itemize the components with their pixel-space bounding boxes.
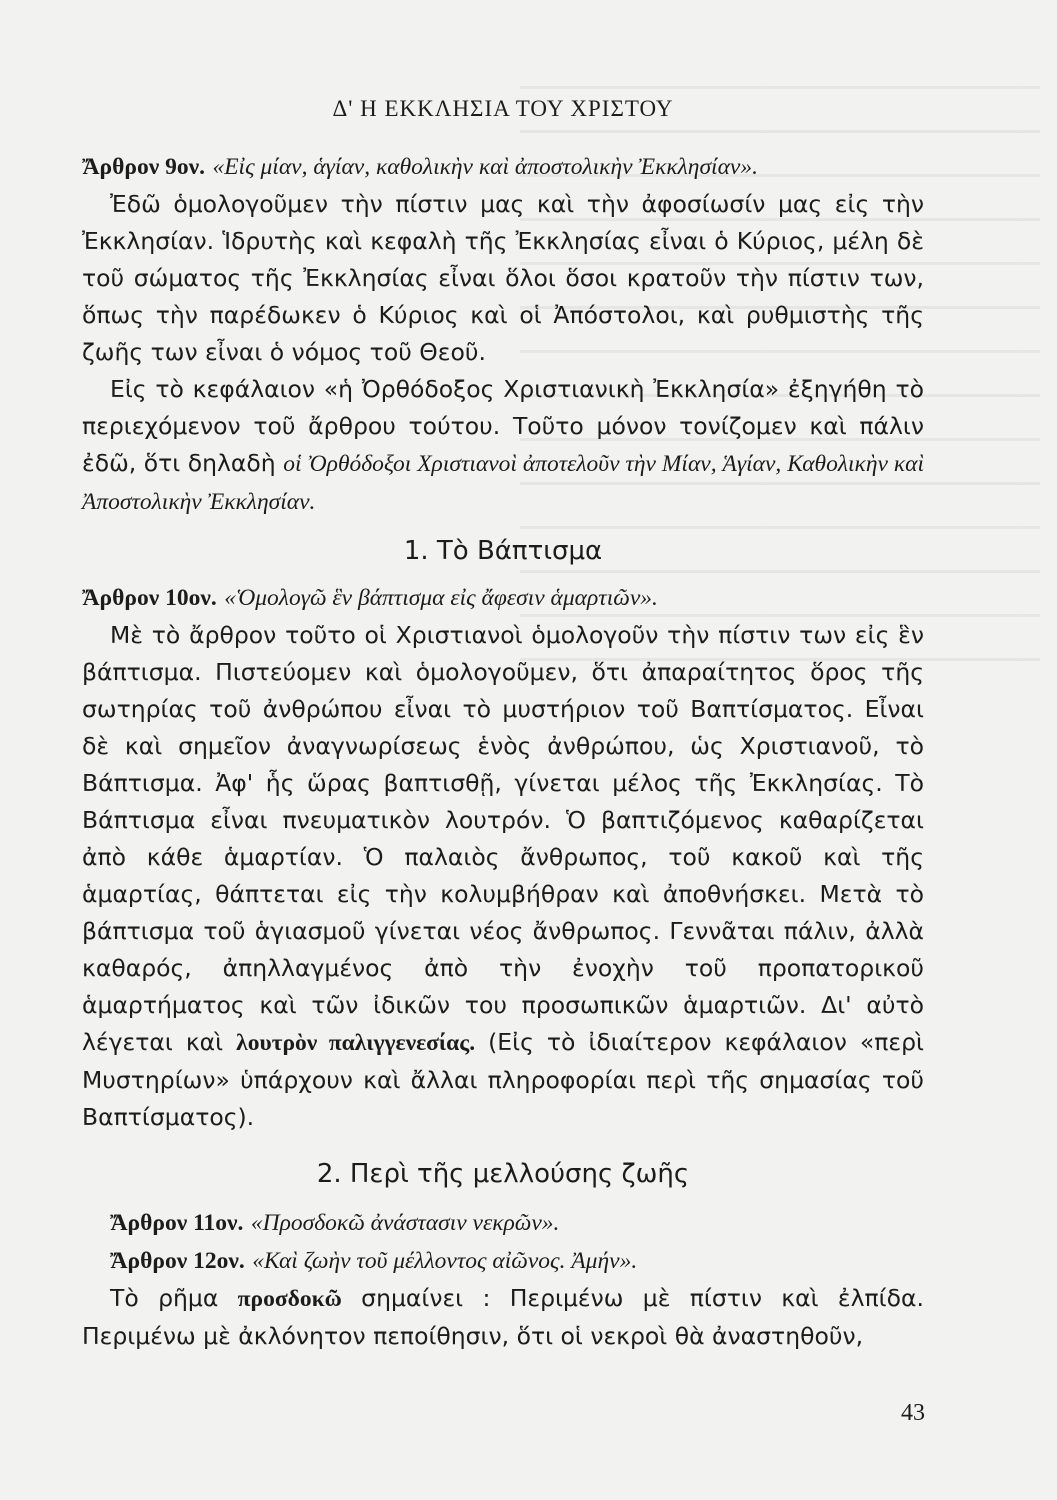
article-9-emphasis: οἱ Ὀρθόδοξοι Χριστιανοὶ ἀποτελοῦν τὴν Μίαν, Ἁγίαν, Καθολικὴν καὶ Ἀποστολικὴν Ἐκκλησίαν. (82, 451, 924, 515)
article-9-paragraph-2 (82, 371, 924, 521)
section-2-paragraph (82, 1280, 924, 1355)
page-number: 43 (901, 1400, 925, 1426)
article-9-quote: «Εἰς μίαν, ἁγίαν, καθολικὴν καὶ ἀποστολικὴν Ἐκκλησίαν». (212, 154, 758, 180)
article-10-quote: «Ὁμολογῶ ἓν βάπτισμα εἰς ἄφεσιν ἁμαρτιῶν». (224, 585, 658, 611)
article-9-label: Ἄρθρον 9ον. (82, 154, 205, 180)
article-9-line (82, 148, 924, 186)
term-prosdoko: προσδοκῶ (237, 1286, 342, 1312)
article-9-paragraph-2-text: Εἰς τὸ κεφάλαιον «ἡ Ὀρθόδοξος Χριστιανικὴ Ἐκκλησία» ἐξηγήθη τὸ περιεχόμενον τοῦ ἄρθρου τούτου. Τοῦτο μόνον τονίζομεν καὶ πάλιν ἐδῶ, ὅτι δηλαδὴ (82, 375, 924, 477)
term-loutron: λουτρὸν παλιγγενεσίας. (236, 1030, 476, 1056)
book-page (82, 96, 924, 1355)
article-10-text-end: (Εἰς τὸ ἰδιαίτερον κεφάλαιον «περὶ Μυστηρίων» ὑπάρχουν καὶ ἄλλαι πληροφορίαι περὶ τῆς σημασίας τοῦ Βαπτίσματος). (82, 1028, 924, 1131)
article-11-label: Ἄρθρον 11ον. (110, 1210, 244, 1236)
article-10-text: Μὲ τὸ ἄρθρον τοῦτο οἱ Χριστιανοὶ ὁμολογοῦν τὴν πίστιν των εἰς ἓν βάπτισμα. Πιστεύομεν καὶ ὁμολογοῦμεν, ὅτι ἀπαραίτητος ὅρος τῆς σωτηρίας τοῦ ἀνθρώπου εἶναι τὸ μυστήριον τοῦ Βαπτίσματος. Εἶναι δὲ καὶ σημεῖον ἀναγνωρίσεως ἑνὸς ἀνθρώπου, ὡς Χριστιανοῦ, τὸ Βάπτισμα. Ἀφ' ἧς ὥρας βαπτισθῇ, γίνεται μέλος τῆς Ἐκκλησίας. Τὸ Βάπτισμα εἶναι πνευματικὸν λουτρόν. Ὁ βαπτιζόμενος καθαρίζεται ἀπὸ κάθε ἁμαρτίαν. Ὁ παλαιὸς ἄνθρωπος, τοῦ κακοῦ καὶ τῆς ἁμαρτίας, θάπτεται εἰς τὴν κολυμβήθραν καὶ ἀποθνήσκει. Μετὰ τὸ βάπτισμα τοῦ ἁγιασμοῦ γίνεται νέος ἄνθρωπος. Γεννᾶται πάλιν, ἀλλὰ καθαρός, ἀπηλλαγμένος ἀπὸ τὴν ἐνοχὴν τοῦ προπατορικοῦ ἁμαρτήματος καὶ τῶν ἰδικῶν του προσωπικῶν ἁμαρτιῶν. Δι' αὐτὸ λέγεται καὶ (82, 621, 924, 1056)
article-9-paragraph-1: Ἐδῶ ὁμολογοῦμεν τὴν πίστιν μας καὶ τὴν ἀφοσίωσίν μας εἰς τὴν Ἐκκλησίαν. Ἱδρυτὴς καὶ κεφαλὴ τῆς Ἐκκλησίας εἶναι ὁ Κύριος, μέλη δὲ τοῦ σώματος τῆς Ἐκκλησίας εἶναι ὅλοι ὅσοι κρατοῦν τὴν πίστιν των, ὅπως τὴν παρέδωκεν ὁ Κύριος καὶ οἱ Ἀπόστολοι, καὶ ρυθμιστὴς τῆς ζωῆς των εἶναι ὁ νόμος τοῦ Θεοῦ. (82, 190, 924, 366)
chapter-title: Δ' Η ΕΚΚΛΗΣΙΑ ΤΟΥ ΧΡΙΣΤΟΥ (332, 96, 674, 121)
article-10-line (82, 579, 924, 617)
article-10-label: Ἄρθρον 10ον. (82, 585, 217, 611)
section-1-title: 1. Τὸ Βάπτισμα (403, 536, 603, 566)
section-2-title: 2. Περὶ τῆς μελλούσης ζωῆς (316, 1159, 690, 1189)
article-11-quote: «Προσδοκῶ ἀνάστασιν νεκρῶν». (250, 1210, 560, 1236)
article-12-quote: «Καὶ ζωὴν τοῦ μέλλοντος αἰῶνος. Ἀμήν». (252, 1248, 638, 1274)
article-12-line (82, 1242, 924, 1280)
article-11-line (82, 1204, 924, 1242)
section-2-text: Τὸ ρῆμα (110, 1284, 219, 1312)
article-10-paragraph (82, 617, 924, 1136)
section-2-text-end: σημαίνει : Περιμένω μὲ πίστιν καὶ ἐλπίδα. Περιμένω μὲ ἀκλόνητον πεποίθησιν, ὅτι οἱ νεκροὶ θὰ ἀναστηθοῦν, (82, 1284, 924, 1350)
article-12-label: Ἄρθρον 12ον. (110, 1248, 245, 1274)
